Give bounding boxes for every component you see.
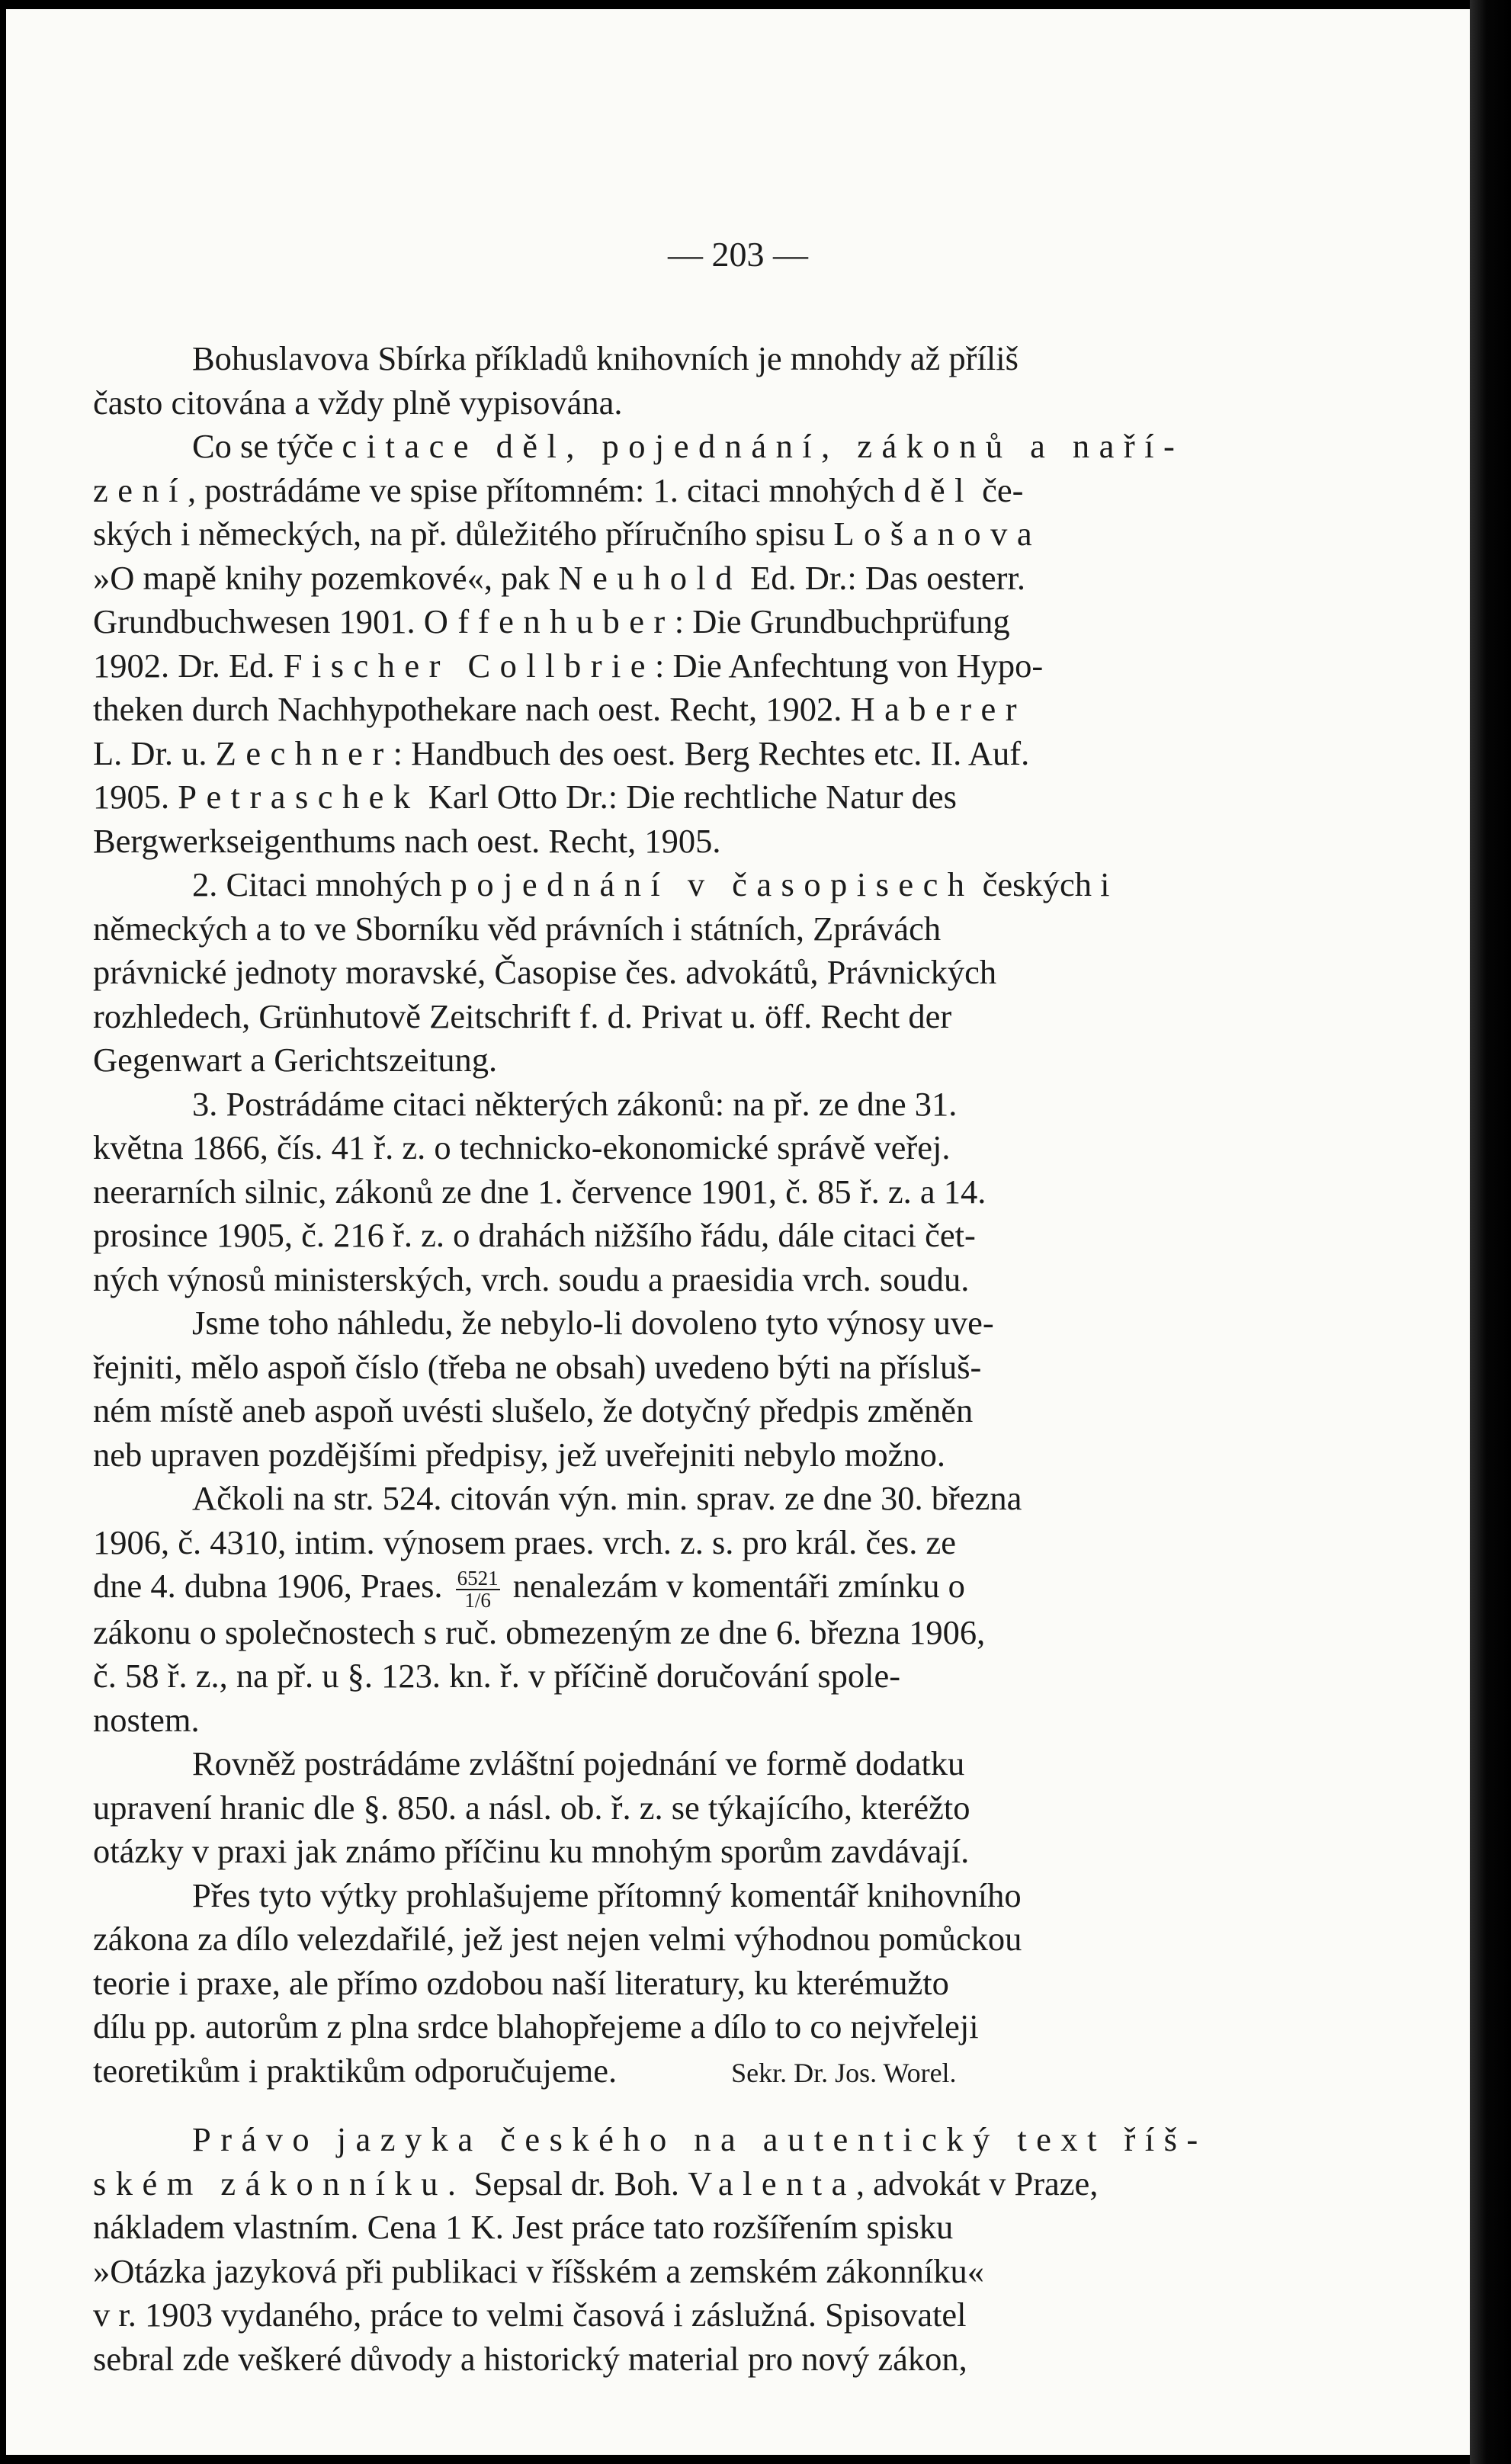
review-title-cont: ském zákonníku. (93, 2164, 466, 2203)
spaced-emphasis: citace děl, pojednání, zákonů a naří- (342, 427, 1185, 465)
text-line: Grundbuchwesen 1901. Offenhuber: Die Grundbuchprüfung (93, 602, 1010, 640)
text-line: č. 58 ř. z., na př. u §. 123. kn. ř. v příčině doručování spole- (93, 1657, 901, 1696)
book-page (6, 9, 1470, 2455)
text-line: otázky v praxi jak známo příčinu ku mnohým sporům zavdávají. (93, 1832, 970, 1871)
text-line: Bohuslavova Sbírka příkladů knihovních je mnohdy až příliš (192, 339, 1019, 377)
text-line: právnické jednoty moravské, Časopise čes. advokátů, Právnických (93, 953, 997, 991)
review-signature: Sekr. Dr. Jos. Worel. (731, 2057, 957, 2088)
review-title: Právo jazyka českého na autentický text říš- (192, 2120, 1208, 2159)
text-line: v r. 1903 vydaného, práce to velmi časová i záslužná. Spisovatel (93, 2296, 967, 2334)
fraction (456, 1568, 500, 1611)
spaced-emphasis: Zechner (215, 733, 393, 772)
text-line: 2. Citaci mnohých pojednání v časopisech českých i (192, 865, 1110, 903)
spaced-emphasis: Lošanova (833, 515, 1042, 553)
body-text (93, 337, 1259, 2381)
spaced-emphasis: pojednání v časopisech (450, 865, 974, 903)
text-line: dne 4. dubna 1906, Praes. $\frac{6521}{1/6}$ nenalezám v komentáři zmínku o (93, 1566, 965, 1612)
text-line: nostem. (93, 1700, 200, 1739)
text-line: prosince 1905, č. 216 ř. z. o drahách nižšího řádu, dále citaci čet- (93, 1216, 976, 1254)
text-line: Co se týče citace děl, pojednání, zákonů a naří- (192, 427, 1185, 465)
text-line: teoretikům i praktikům odporučujeme. Sekr. Dr. Jos. Worel. (93, 2051, 957, 2090)
text-line: »O mapě knihy pozemkové«, pak Neuhold Ed. Dr.: Das oesterr. (93, 558, 1025, 597)
text-line: nákladem vlastním. Cena 1 K. Jest práce tato rozšířením spisku (93, 2208, 954, 2247)
fraction-numerator: 6521 (457, 1566, 499, 1590)
text-line: Rovněž postrádáme zvláštní pojednání ve formě dodatku (192, 1744, 965, 1783)
text-line: ských i německých, na př. důležitého příručního spisu Lošanova (93, 515, 1042, 553)
text-line: sebral zde veškeré důvody a historický material pro nový zákon, (93, 2339, 967, 2378)
spaced-emphasis: Petraschek (178, 778, 420, 816)
text-line: zákonu o společnostech s ruč. obmezeným ze dne 6. března 1906, (93, 1612, 986, 1651)
text-line: Jsme toho náhledu, že nebylo-li dovoleno tyto výnosy uve- (192, 1304, 994, 1342)
text-line: »Otázka jazyková při publikaci v říšském a zemském zákonníku« (93, 2251, 984, 2290)
spaced-emphasis: Neuhold (558, 558, 742, 597)
text-line: ském zákonníku. Sepsal dr. Boh. Valenta, advokát v Praze, (93, 2164, 1099, 2203)
text-line: neb upraven pozdějšími předpisy, jež uveřejniti nebylo možno. (93, 1435, 945, 1474)
text-line: 3. Postrádáme citaci některých zákonů: na př. ze dne 31. (192, 1084, 958, 1123)
text-line: teorie i praxe, ale přímo ozdobou naší literatury, ku kterémužto (93, 1963, 949, 2002)
text-line: často citována a vždy plně vypisována. (93, 383, 623, 422)
text-line: Ačkoli na str. 524. citován výn. min. sprav. ze dne 30. března (192, 1479, 1022, 1517)
spaced-emphasis: děl (903, 470, 974, 509)
text-line: května 1866, čís. 41 ř. z. o technicko-ekonomické správě veřej. (93, 1128, 951, 1166)
spaced-emphasis: Valenta (688, 2164, 856, 2203)
page-number: — 203 — (668, 235, 808, 274)
text-line: ných výnosů ministerských, vrch. soudu a praesidia vrch. soudu. (93, 1259, 970, 1298)
text-line: rozhledech, Grünhutově Zeitschrift f. d. Privat u. öff. Recht der (93, 996, 952, 1035)
text-line: 1905. Petraschek Karl Otto Dr.: Die rechtliche Natur des (93, 778, 957, 816)
text-line: ném místě aneb aspoň uvésti slušelo, že dotyčný předpis změněn (93, 1391, 974, 1429)
text-line (93, 2118, 1259, 2162)
text-line: L. Dr. u. Zechner: Handbuch des oest. Berg Rechtes etc. II. Auf. (93, 733, 1030, 772)
text-line: neerarních silnic, zákonů ze dne 1. července 1901, č. 85 ř. z. a 14. (93, 1172, 986, 1211)
text-line: dílu pp. autorům z plna srdce blahopřejeme a dílo to co nejvřeleji (93, 2007, 979, 2046)
spaced-emphasis: zení (93, 470, 188, 509)
text-line: 1902. Dr. Ed. Fischer Collbrie: Die Anfechtung von Hypo- (93, 646, 1044, 685)
spaced-emphasis: Fischer Collbrie (283, 646, 656, 685)
text-line: zákona za dílo velezdařilé, jež jest nejen velmi výhodnou pomůckou (93, 1920, 1022, 1959)
text-line: 1906, č. 4310, intim. výnosem praes. vrch. z. s. pro král. čes. ze (93, 1522, 956, 1561)
scan-edge (1470, 0, 1511, 2464)
text-line: theken durch Nachhypothekare nach oest. Recht, 1902. Haberer (93, 690, 1026, 728)
text-line: německých a to ve Sborníku věd právních i státních, Zprávách (93, 909, 942, 948)
spaced-emphasis: Offenhuber (423, 602, 675, 640)
text-line: řejniti, mělo aspoň číslo (třeba ne obsah) uvedeno býti na přísluš- (93, 1347, 982, 1386)
spaced-emphasis: Haberer (850, 690, 1026, 728)
text-line: Přes tyto výtky prohlašujeme přítomný komentář knihovního (192, 1875, 1022, 1914)
fraction-denominator: 1/6 (464, 1588, 491, 1612)
text-line: zení, postrádáme ve spise přítomném: 1. citaci mnohých děl če- (93, 470, 1024, 509)
text-line: Bergwerkseigenthums nach oest. Recht, 1905. (93, 821, 721, 860)
text-line: Gegenwart a Gerichtszeitung. (93, 1041, 498, 1079)
text-line: upravení hranic dle §. 850. a násl. ob. ř. z. se týkajícího, kteréžto (93, 1788, 970, 1827)
